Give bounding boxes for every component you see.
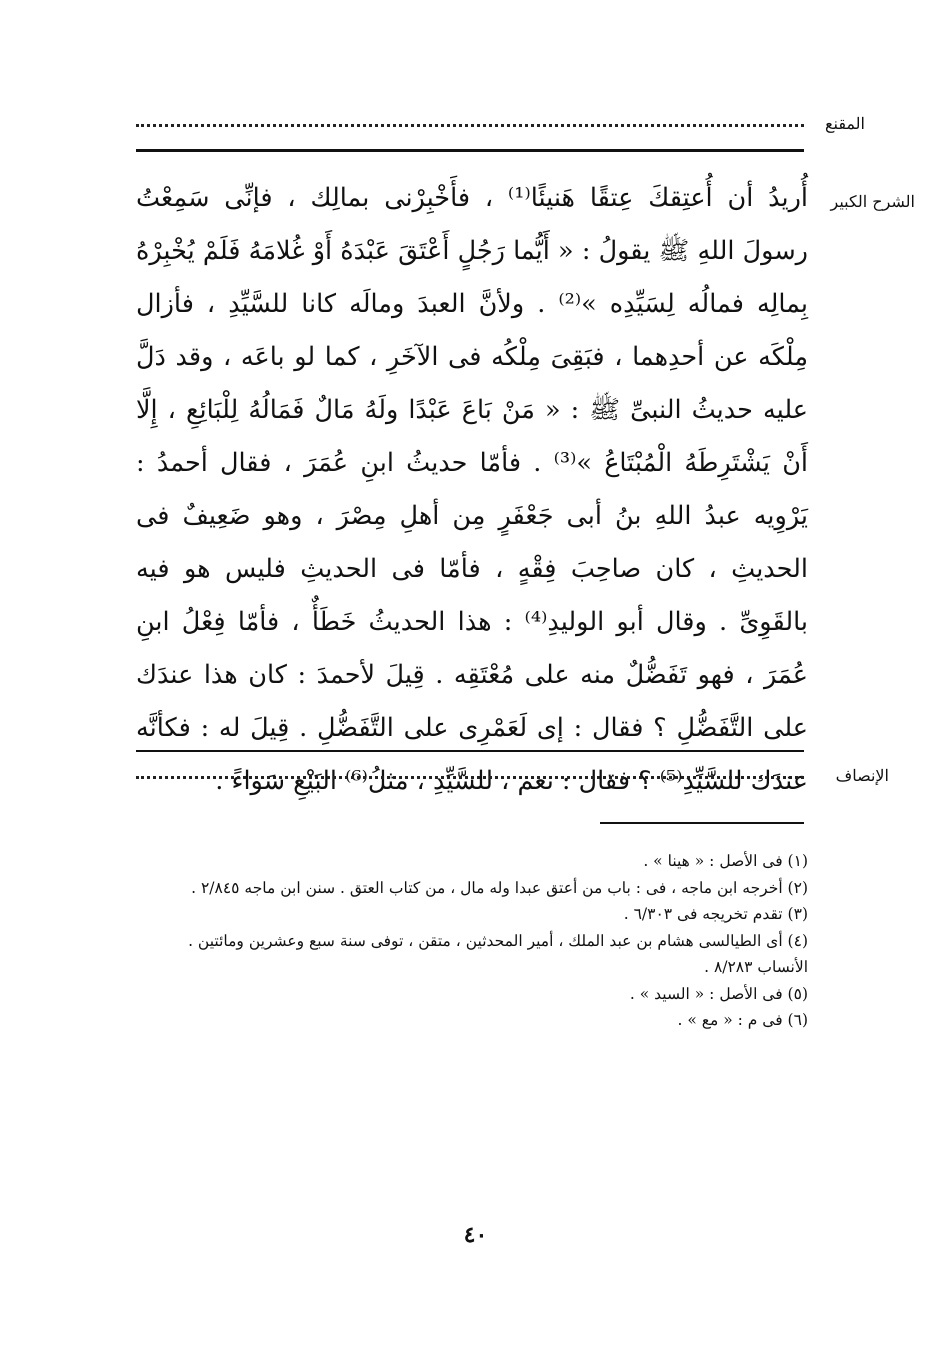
- footnote-3: (٣) تقدم تخريجه فى ٦/٣٠٣ .: [623, 905, 808, 923]
- footnote-1: (١) فى الأصل : « هينا » .: [643, 852, 808, 870]
- footnote-6: (٦) فى م : « مع » .: [677, 1011, 808, 1029]
- section-rule: [136, 750, 804, 752]
- footnote-5: (٥) فى الأصل : « السيد » .: [629, 984, 808, 1003]
- main-text: [136, 172, 808, 808]
- main-paragraph: أُريدُ أن أُعتِقكَ عِتقًا هَنيئًا⁽¹⁾ ، فأَخْبِرْنى بمالِك ، فإنِّى سَمِعْتُ رسولَ اللهِ ﷺ يقولُ : « أَيُّما رَجُلٍ أَعْتَقَ عَبْدَهُ أَوْ غُلامَهُ فَلَمْ يُخْبِرْهُ بِمالِه فمالُه لِسَيِّدِه »⁽²⁾ . ولأنَّ العبدَ ومالَه كانا للسَّيِّدِ ، فأزال مِلْكَه عن أحدِهما ، فبَقِىَ مِلْكُه فى الآخَرِ ، كما لو باعَه ، وقد دَلَّ عليه حديثُ النبىِّ ﷺ : « مَنْ بَاعَ عَبْدًا ولَهُ مَالٌ فَمَالُهُ لِلْبَائِعِ ، إِلَّا أَنْ يَشْتَرِطَهُ الْمُبْتَاعُ »⁽³⁾ . فأمّا حديثُ ابنِ عُمَرَ ، فقال أحمدُ : يَرْوِيه عبدُ اللهِ بنُ أبى جَعْفَرٍ مِن أهلِ مِصْرَ ، وهو ضَعِيفٌ فى الحديثِ ، كان صاحِبَ فِقْهٍ ، فأمّا فى الحديثِ فليس هو فيه بالقَوِىِّ . وقال أبو الوليدِ⁽⁴⁾ : هذا الحديثُ خَطَأٌ ، فأمّا فِعْلُ ابنِ عُمَرَ ، فهو تَفَضُّلٌ منه على مُعْتَقِه . قِيلَ لأحمدَ : كان هذا عندَك على التَّفَضُّلِ ؟ فقال : إى لَعَمْرِى على التَّفَضُّلِ . قِيلَ له : فكأنَّه عندَك للسَّيِّدِ⁽⁵⁾ ؟ فقال : نعم ، للسَّيِّدِ ، مثلُ⁽⁶⁾ البَيْعِ سَواءً .: [136, 183, 809, 796]
- footnote-2: (٢) أخرجه ابن ماجه ، فى : باب من أعتق عبدا وله مال ، من كتاب العتق . سنن ابن ماجه ٢/٨٤٥ .: [191, 878, 808, 897]
- header-rule: [136, 149, 804, 152]
- section-label-sharh: الشرح الكبير: [830, 192, 915, 211]
- running-title: المقنع: [824, 114, 865, 133]
- page-number: ٤٠: [463, 1222, 488, 1248]
- footnote-4: (٤) أى الطيالسى هشام بن عبد الملك ، أمير المحدثين ، متقن ، توفى سنة سبع وعشرين ومائتين . الأنساب ٨/٢٨٣ .: [188, 931, 808, 976]
- footnote-separator: [600, 822, 804, 824]
- header-dotted-line: [136, 124, 804, 127]
- section-label-insaf: الإنصاف: [835, 766, 889, 785]
- insaf-dotted-line: [136, 776, 804, 779]
- footnotes: [136, 848, 808, 1034]
